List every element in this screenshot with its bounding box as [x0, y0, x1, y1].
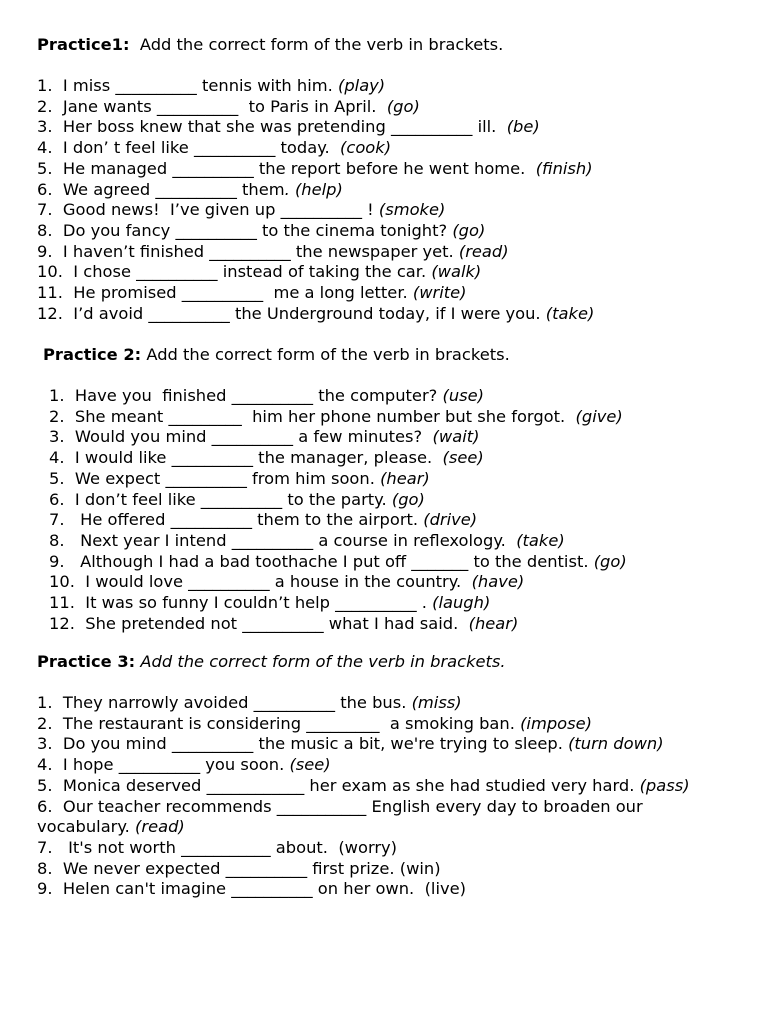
item-verb: (go) [452, 220, 486, 240]
list-item [49, 386, 749, 407]
item-verb: (live) [424, 879, 466, 899]
list-item [37, 242, 737, 263]
item-number: 12. [49, 613, 75, 633]
item-verb: (use) [442, 386, 484, 405]
item-text: Her boss knew that she was pretending __________ ill. [62, 117, 507, 137]
list-item [37, 714, 712, 735]
item-text: He promised __________ me a long letter. [73, 283, 413, 303]
item-number: 5. [37, 158, 53, 178]
list-item [37, 838, 712, 859]
item-text: I miss __________ tennis with him. [62, 76, 338, 95]
item-number: 9. [37, 879, 53, 899]
item-verb: (pass) [639, 775, 690, 795]
item-text: Jane wants __________ to Paris in April. [62, 96, 387, 116]
item-number: 12. [37, 303, 63, 323]
list-item [49, 407, 749, 428]
item-text: Would you mind __________ a few minutes? [74, 427, 433, 447]
item-verb: (hear) [468, 613, 519, 633]
item-text: She pretended not __________ what I had said. [85, 613, 469, 633]
item-number: 1. [49, 386, 65, 405]
item-verb: (drive) [423, 510, 478, 530]
list-item [49, 593, 749, 614]
practice-2-heading [43, 345, 510, 366]
item-verb: (have) [471, 572, 525, 592]
item-text: Good news! I’ve given up __________ ! [62, 200, 379, 220]
item-text: Although I had a bad toothache I put off _______ to the dentist. [74, 551, 594, 571]
list-item [37, 180, 737, 201]
item-text: I don’ t feel like __________ today. [62, 138, 341, 158]
item-verb: (see) [442, 448, 484, 468]
list-item [37, 159, 737, 180]
practice-2-instruction: Add the correct form of the verb in brackets. [141, 345, 510, 364]
item-verb: (give) [575, 406, 623, 426]
item-verb: (laugh) [432, 593, 491, 613]
item-number: 4. [37, 755, 53, 775]
list-item [37, 734, 712, 755]
item-verb: (play) [337, 76, 386, 95]
item-text: Do you mind __________ the music a bit, we're trying to sleep. [62, 734, 569, 754]
list-item [49, 510, 749, 531]
item-text: We agreed __________ them [62, 179, 285, 199]
list-item [37, 776, 712, 797]
item-text: We never expected __________ first prize. [62, 858, 400, 878]
practice-3-heading [37, 652, 506, 673]
item-verb: (be) [506, 117, 540, 137]
item-text: I hope __________ you soon. [62, 755, 290, 775]
item-number: 2. [37, 96, 53, 116]
item-verb: (worry) [338, 837, 398, 857]
item-text: I’d avoid __________ the Underground today, if I were you. [73, 303, 546, 323]
list-item [37, 117, 737, 138]
practice-2-label: Practice 2: [43, 345, 142, 364]
item-verb: (cook) [340, 138, 392, 158]
list-item [49, 490, 749, 511]
item-number: 7. [37, 837, 53, 857]
item-text: The restaurant is considering _________ a smoking ban. [62, 713, 521, 733]
item-text: It's not worth ___________ about. [62, 837, 339, 857]
item-number: 6. [37, 796, 53, 816]
list-item [37, 97, 737, 118]
item-verb: (finish) [535, 158, 593, 178]
practice-2-list [49, 386, 749, 634]
list-item [49, 572, 749, 593]
practice-1-heading [37, 35, 503, 56]
item-text: Have you finished __________ the computer? [74, 386, 443, 405]
practice-3-list [37, 693, 712, 900]
item-number: 2. [37, 713, 53, 733]
item-verb: (win) [399, 858, 441, 878]
item-number: 1. [37, 693, 53, 712]
item-number: 1. [37, 76, 53, 95]
practice-3-label: Practice 3: [37, 652, 136, 671]
list-item [49, 614, 749, 635]
item-number: 8. [37, 220, 53, 240]
list-item [37, 693, 712, 714]
list-item [49, 552, 749, 573]
list-item [49, 427, 749, 448]
item-number: 7. [37, 200, 53, 220]
item-number: 5. [37, 775, 53, 795]
item-verb: (hear) [380, 468, 430, 488]
item-number: 4. [37, 138, 53, 158]
list-item [49, 448, 749, 469]
item-verb: (read) [458, 241, 509, 261]
item-text: Our teacher recommends ___________ English every day to broaden our vocabulary. [37, 796, 643, 837]
item-text: We expect __________ from him soon. [74, 468, 381, 488]
item-text: Do you fancy __________ to the cinema tonight? [62, 220, 453, 240]
item-text: I would love __________ a house in the country. [85, 572, 472, 592]
list-item [37, 859, 712, 880]
practice-1-label: Practice1: [37, 35, 130, 54]
item-verb: (miss) [411, 693, 462, 712]
item-number: 9. [37, 241, 53, 261]
item-text: Monica deserved ____________ her exam as she had studied very hard. [62, 775, 640, 795]
item-verb: (see) [289, 755, 331, 775]
item-text: I chose __________ instead of taking the car. [73, 262, 432, 282]
item-verb: (go) [593, 551, 627, 571]
item-text: She meant _________ him her phone number but she forgot. [74, 406, 576, 426]
list-item [49, 469, 749, 490]
item-number: 3. [37, 734, 53, 754]
item-number: 10. [49, 572, 75, 592]
practice-1-instruction: Add the correct form of the verb in brackets. [129, 35, 504, 54]
item-verb: (take) [516, 530, 565, 550]
item-number: 8. [37, 858, 53, 878]
item-number: 11. [49, 593, 75, 613]
item-verb: . (help) [284, 179, 343, 199]
item-verb: (read) [135, 817, 185, 837]
list-item [37, 879, 712, 900]
item-number: 5. [49, 468, 65, 488]
item-verb: (go) [391, 489, 425, 509]
item-number: 3. [37, 117, 53, 137]
item-number: 10. [37, 262, 63, 282]
practice-1-list [37, 76, 737, 324]
item-number: 4. [49, 448, 65, 468]
item-number: 6. [49, 489, 65, 509]
list-item [37, 200, 737, 221]
item-verb: (smoke) [378, 200, 446, 220]
item-verb: (go) [386, 96, 420, 116]
item-verb: (walk) [431, 262, 482, 282]
item-number: 3. [49, 427, 65, 447]
item-number: 6. [37, 179, 53, 199]
item-text: I haven’t finished __________ the newspaper yet. [62, 241, 459, 261]
list-item [37, 76, 737, 97]
item-verb: (take) [545, 303, 595, 323]
practice-3-instruction: Add the correct form of the verb in brackets. [135, 652, 506, 671]
item-text: I would like __________ the manager, please. [74, 448, 443, 468]
item-text: He managed __________ the report before he went home. [62, 158, 536, 178]
item-text: It was so funny I couldn’t help __________ . [85, 593, 433, 613]
item-text: I don’t feel like __________ to the party. [74, 489, 392, 509]
item-number: 7. [49, 510, 65, 530]
item-verb: (wait) [432, 427, 480, 447]
list-item [37, 283, 737, 304]
list-item [37, 262, 737, 283]
item-text: Helen can't imagine __________ on her own. [62, 879, 425, 899]
item-number: 8. [49, 530, 65, 550]
item-number: 2. [49, 406, 65, 426]
list-item [37, 755, 712, 776]
item-verb: (write) [412, 283, 467, 303]
item-verb: (turn down) [568, 734, 664, 754]
item-text: He offered __________ them to the airport. [74, 510, 424, 530]
list-item [37, 304, 737, 325]
item-number: 11. [37, 283, 63, 303]
list-item [37, 221, 737, 242]
list-item [49, 531, 749, 552]
item-text: Next year I intend __________ a course in reflexology. [74, 530, 517, 550]
item-text: They narrowly avoided __________ the bus. [62, 693, 412, 712]
item-verb: (impose) [520, 713, 592, 733]
item-number: 9. [49, 551, 65, 571]
list-item [37, 138, 737, 159]
list-item [37, 797, 712, 838]
